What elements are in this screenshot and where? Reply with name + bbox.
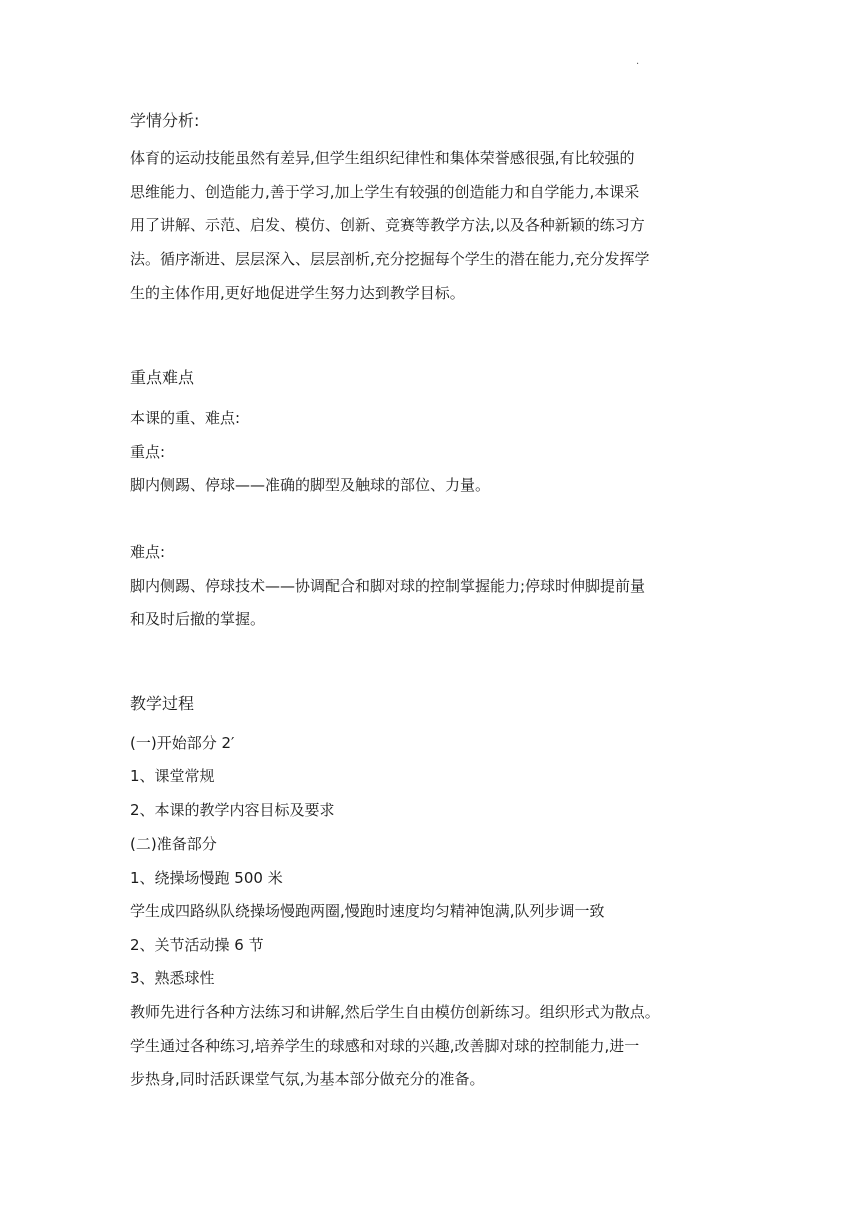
process-line: 学生成四路纵队绕操场慢跑两圈,慢跑时速度均匀精神饱满,队列步调一致: [130, 902, 605, 920]
section-heading-key-difficult-points: 重点难点: [130, 368, 195, 387]
process-paragraph-line: 学生通过各种练习,培养学生的球感和对球的兴趣,改善脚对球的控制能力,进一: [130, 1037, 640, 1055]
process-paragraph-line: 教师先进行各种方法练习和讲解,然后学生自由模仿创新练习。组织形式为散点。: [130, 1003, 660, 1021]
process-line: 3、熟悉球性: [130, 969, 215, 987]
paragraph-line: 法。循序渐进、层层深入、层层剖析,充分挖掘每个学生的潜在能力,充分发挥学: [130, 250, 650, 268]
paragraph-line: 思维能力、创造能力,善于学习,加上学生有较强的创造能力和自学能力,本课采: [130, 183, 640, 201]
process-paragraph-line: 步热身,同时活跃课堂气氛,为基本部分做充分的准备。: [130, 1070, 485, 1088]
paragraph-line: 用了讲解、示范、启发、模仿、创新、竞赛等教学方法,以及各种新颖的练习方: [130, 216, 645, 234]
paragraph-line: 体育的运动技能虽然有差异,但学生组织纪律性和集体荣誉感很强,有比较强的: [130, 149, 635, 167]
paragraph-line: 生的主体作用,更好地促进学生努力达到教学目标。: [130, 284, 465, 302]
intro-text: 本课的重、难点:: [130, 409, 241, 427]
process-line: 2、关节活动操 6 节: [130, 936, 264, 954]
difficulty-label: 难点:: [130, 543, 166, 561]
section-heading-student-analysis: 学情分析:: [130, 111, 200, 130]
key-point-label: 重点:: [130, 443, 166, 461]
process-line: 1、课堂常规: [130, 767, 215, 785]
process-line: 1、绕操场慢跑 500 米: [130, 869, 283, 887]
section-heading-teaching-process: 教学过程: [130, 694, 195, 713]
process-line: (一)开始部分 2′: [130, 734, 235, 752]
process-line: 2、本课的教学内容目标及要求: [130, 801, 335, 819]
difficulty-text-line: 脚内侧踢、停球技术——协调配合和脚对球的控制掌握能力;停球时伸脚提前量: [130, 577, 646, 595]
process-line: (二)准备部分: [130, 835, 217, 853]
difficulty-text-line: 和及时后撤的掌握。: [130, 610, 266, 628]
page-marker: .: [636, 56, 640, 67]
key-point-text: 脚内侧踢、停球——准确的脚型及触球的部位、力量。: [130, 476, 491, 494]
